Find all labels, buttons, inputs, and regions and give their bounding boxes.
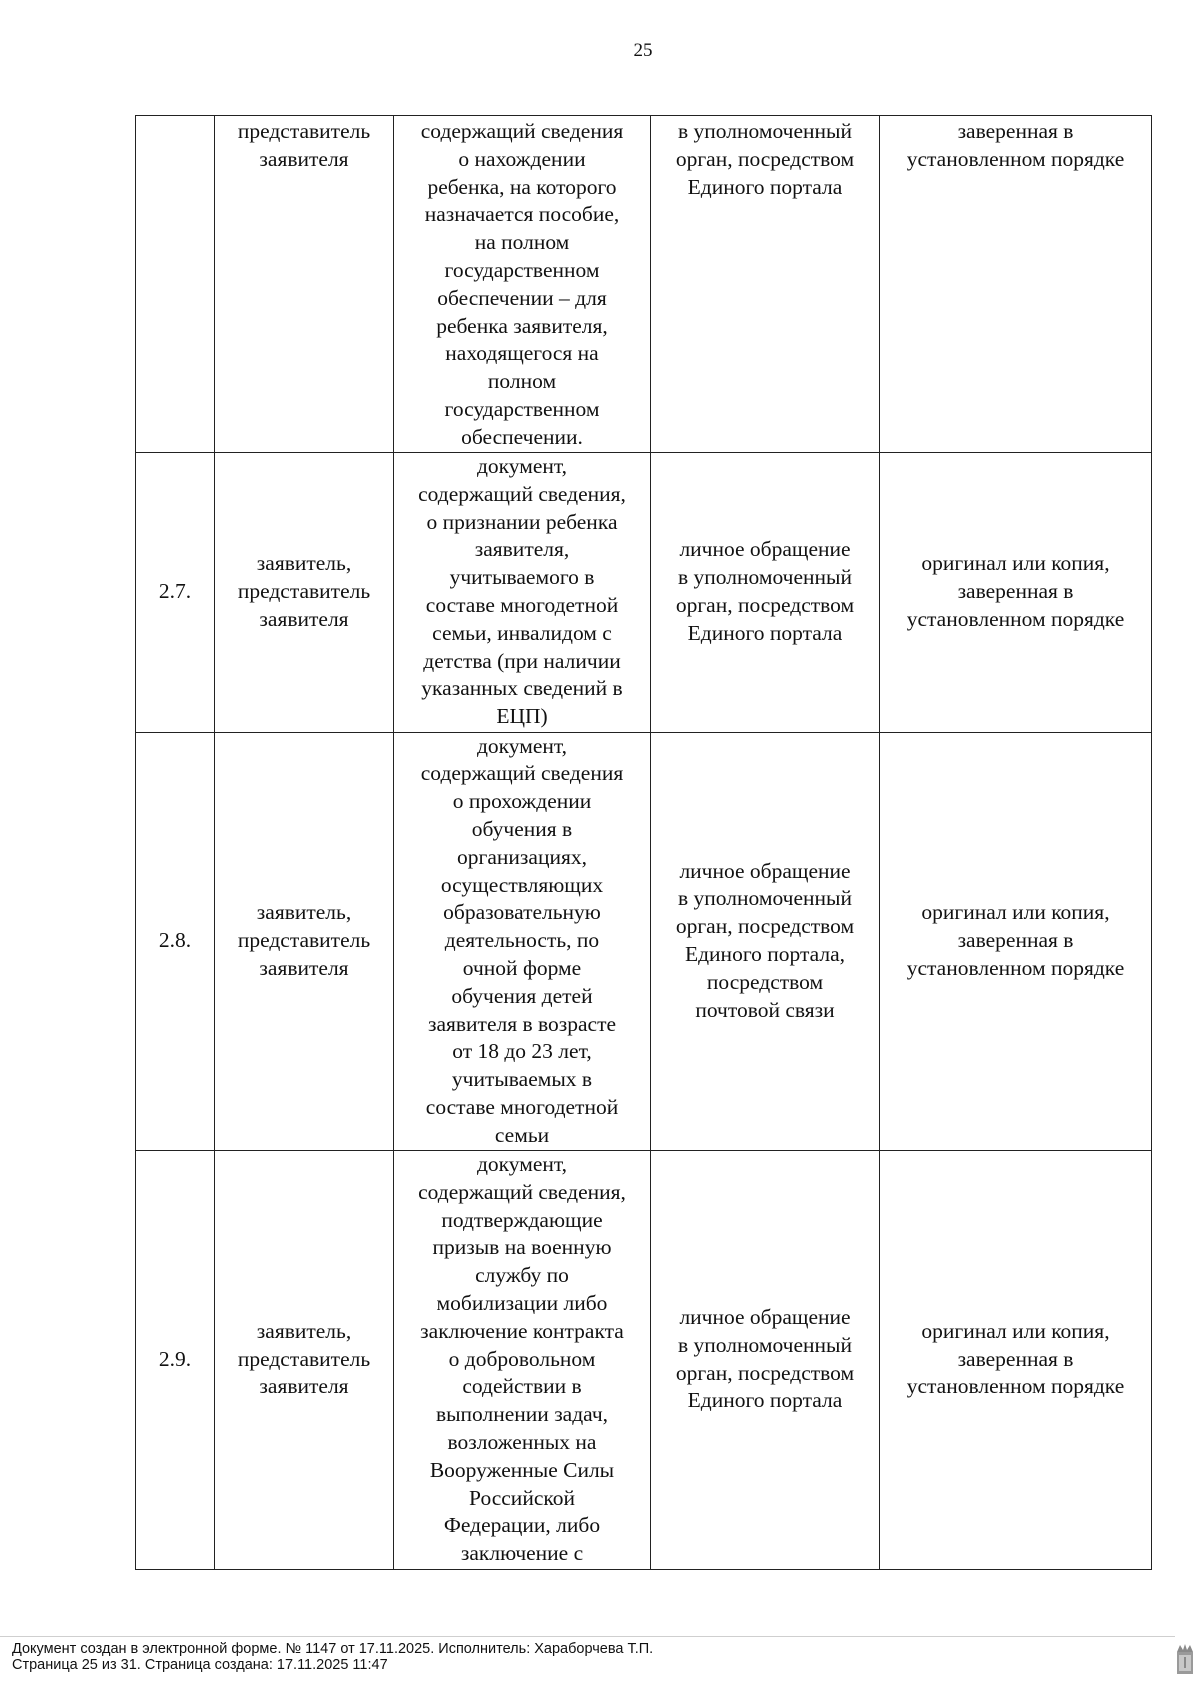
cell-text-line: орган, посредством [675, 1360, 855, 1385]
document-footer [12, 1641, 653, 1673]
cell-text-line: заверенная в [957, 579, 1074, 604]
cell-text-line: призыв на военную [432, 1235, 612, 1260]
submission-method-cell [651, 732, 880, 1150]
row-number-cell: 2.8. [136, 732, 215, 1150]
cell-text-line: оригинал или копия, [921, 1318, 1110, 1343]
cell-text-line: мобилизации либо [436, 1291, 608, 1316]
cell-text-line: заявителя [259, 1374, 349, 1399]
row-number-cell: 2.7. [136, 452, 215, 732]
cell-text-line: Единого портала [687, 620, 843, 645]
cell-text-line: орган, посредством [675, 146, 855, 171]
cell-text-line: заключение контракта [420, 1318, 624, 1343]
cell-text-line: на полном [474, 230, 570, 255]
cell-text-line: заявитель, [256, 551, 352, 576]
cell-text-line: заявитель, [256, 1318, 352, 1343]
cell-text-line: обучения детей [451, 983, 593, 1008]
cell-text-line: детства (при наличии [423, 648, 621, 673]
document-form-cell [880, 732, 1152, 1150]
cell-text-line: Вооруженные Силы [429, 1457, 615, 1482]
cell-text-line: документ, [476, 454, 568, 479]
cell-text-line: государственном [444, 257, 600, 282]
document-form-cell [880, 1150, 1152, 1569]
cell-text-line: деятельность, по [444, 928, 600, 953]
cell-text-line: в уполномоченный [678, 565, 852, 590]
cell-text-line: представитель [237, 119, 371, 143]
cell-text-line: учитываемого в [449, 565, 595, 590]
table-row [136, 452, 1152, 732]
cell-text-line: Российской [469, 1485, 575, 1510]
document-cell [394, 1150, 651, 1569]
submission-method-cell [651, 1150, 880, 1569]
page-number: 25 [633, 40, 653, 61]
cell-text-line: семьи, инвалидом с [432, 620, 612, 645]
cell-text-line: службу по [475, 1263, 569, 1288]
cell-text-line: составе многодетной [425, 593, 619, 618]
coat-of-arms-icon [1174, 1642, 1196, 1676]
table-row [136, 732, 1152, 1150]
cell-text-line: о добровольном [448, 1346, 596, 1371]
table-row [136, 1150, 1152, 1569]
cell-text-line: выполнении задач, [435, 1402, 609, 1427]
cell-text-line: заявителя [259, 146, 349, 171]
cell-text-line: почтовой связи [695, 997, 835, 1022]
cell-text-line: подтверждающие [441, 1207, 603, 1232]
cell-text-line: заявителя [259, 955, 349, 980]
submission-method-cell [651, 116, 880, 453]
cell-text-line: содержащий сведения, [418, 1179, 626, 1204]
cell-text-line: ребенка заявителя, [436, 313, 608, 338]
cell-text-line: Единого портала [687, 1388, 843, 1413]
table-row [136, 116, 1152, 453]
document-form-cell [880, 452, 1152, 732]
cell-text-line: содержащий сведения [420, 761, 624, 786]
document-cell [394, 732, 651, 1150]
cell-text-line: возложенных на [447, 1430, 597, 1455]
cell-text-line: личное обращение [679, 537, 851, 562]
footer-document-info: Документ создан в электронной форме. № 1147 от 17.11.2025. Исполнитель: Хараборчева Т.П. [12, 1641, 654, 1657]
cell-text-line: учитываемых в [451, 1067, 593, 1092]
cell-text-line: заявителя в возрасте [427, 1011, 617, 1036]
cell-text-line: Единого портала [687, 174, 843, 199]
cell-text-line: установленном порядке [906, 606, 1125, 631]
cell-text-line: организациях, [457, 844, 587, 869]
cell-text-line: Федерации, либо [443, 1513, 601, 1538]
cell-text-line: ЕЦП) [496, 704, 548, 729]
cell-text-line: семьи [494, 1122, 550, 1147]
cell-text-line: представитель [237, 579, 371, 604]
cell-text-line: содержащий сведения, [418, 481, 626, 506]
cell-text-line: представитель [237, 1346, 371, 1371]
cell-text-line: ребенка, на которого [427, 174, 617, 199]
cell-text-line: от 18 до 23 лет, [452, 1039, 592, 1064]
cell-text-line: указанных сведений в [421, 676, 623, 701]
cell-text-line: заявителя, [474, 537, 570, 562]
footer-page-info: Страница 25 из 31. Страница создана: 17.11.2025 11:47 [12, 1657, 388, 1673]
cell-text-line: обеспечении. [461, 424, 583, 449]
applicant-cell [215, 1150, 394, 1569]
document-cell [394, 116, 651, 453]
document-cell [394, 452, 651, 732]
cell-text-line: о признании ребенка [426, 509, 618, 534]
cell-text-line: орган, посредством [675, 914, 855, 939]
cell-text-line: оригинал или копия, [921, 551, 1110, 576]
cell-text-line: государственном [444, 396, 600, 421]
cell-text-line: в уполномоченный [678, 886, 852, 911]
cell-text-line: посредством [706, 969, 824, 994]
cell-text-line: очной форме [462, 955, 582, 980]
cell-text-line: заявитель, [256, 900, 352, 925]
cell-text-line: в уполномоченный [678, 1332, 852, 1357]
cell-text-line: содействии в [462, 1374, 582, 1399]
row-number-cell [136, 116, 215, 453]
cell-text-line: обеспечении – для [437, 285, 607, 310]
cell-text-line: о прохождении [452, 789, 592, 814]
cell-text-line: осуществляющих [440, 872, 604, 897]
cell-text-line: назначается пособие, [424, 202, 620, 227]
cell-text-line: заверенная в [957, 1346, 1074, 1371]
cell-text-line: заверенная в [957, 119, 1074, 143]
cell-text-line: составе многодетной [425, 1094, 619, 1119]
cell-text-line: образовательную [443, 900, 601, 925]
cell-text-line: о нахождении [458, 146, 586, 171]
requirements-table [135, 115, 1152, 1570]
cell-text-line: обучения в [471, 816, 573, 841]
submission-method-cell [651, 452, 880, 732]
cell-text-line: заключение с [460, 1541, 584, 1566]
row-number-cell: 2.9. [136, 1150, 215, 1569]
cell-text-line: установленном порядке [906, 1374, 1125, 1399]
applicant-cell [215, 732, 394, 1150]
cell-text-line: документ, [476, 1152, 568, 1177]
cell-text-line: Единого портала, [684, 942, 845, 967]
cell-text-line: заявителя [259, 606, 349, 631]
cell-text-line: установленном порядке [906, 955, 1125, 980]
cell-text-line: заверенная в [957, 928, 1074, 953]
applicant-cell [215, 452, 394, 732]
cell-text-line: полном [487, 369, 557, 394]
cell-text-line: установленном порядке [906, 146, 1125, 171]
footer-divider [0, 1636, 1175, 1637]
cell-text-line: содержащий сведения [420, 119, 624, 143]
cell-text-line: личное обращение [679, 858, 851, 883]
cell-text-line: оригинал или копия, [921, 900, 1110, 925]
document-form-cell [880, 116, 1152, 453]
cell-text-line: личное обращение [679, 1304, 851, 1329]
cell-text-line: в уполномоченный [678, 119, 852, 143]
applicant-cell [215, 116, 394, 453]
cell-text-line: орган, посредством [675, 593, 855, 618]
cell-text-line: находящегося на [445, 341, 599, 366]
cell-text-line: документ, [476, 733, 568, 758]
cell-text-line: представитель [237, 928, 371, 953]
